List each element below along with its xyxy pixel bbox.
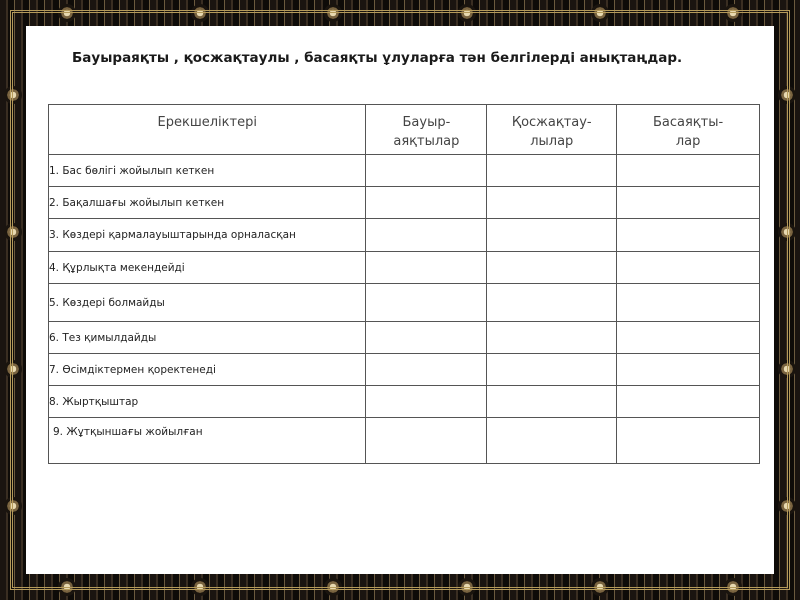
table-row	[49, 418, 760, 464]
cell-gastropods[interactable]	[366, 219, 487, 252]
header-gastropods	[366, 105, 487, 155]
header-cephalopods-line1: Басаяқты-	[652, 115, 724, 130]
row-feature-label: 6. Тез қимылдайды	[49, 322, 366, 354]
table-row	[49, 354, 760, 386]
row-feature-label: 9. Жұтқыншағы жойылған	[49, 418, 366, 464]
row-feature-label: 4. Құрлықта мекендейді	[49, 252, 366, 284]
cell-bivalves[interactable]	[487, 322, 617, 354]
row-feature-label: 7. Өсімдіктермен қоректенеді	[49, 354, 366, 386]
table-row	[49, 252, 760, 284]
cell-gastropods[interactable]	[366, 155, 487, 187]
row-feature-label: 8. Жыртқыштар	[49, 386, 366, 418]
slide-page	[26, 26, 774, 574]
table-row	[49, 187, 760, 219]
cell-gastropods[interactable]	[366, 386, 487, 418]
cell-cephalopods[interactable]	[617, 219, 760, 252]
cell-bivalves[interactable]	[487, 155, 617, 187]
cell-gastropods[interactable]	[366, 187, 487, 219]
header-bivalves-line2: лылар	[530, 134, 574, 149]
cell-bivalves[interactable]	[487, 418, 617, 464]
page-title: Бауыраяқты , қосжақтаулы , басаяқты ұлуларға тән белгілерді анықтаңдар.	[72, 50, 683, 66]
header-gastropods-line2: аяқтылар	[393, 134, 460, 149]
header-cephalopods-line2: лар	[675, 134, 701, 149]
table-row	[49, 386, 760, 418]
cell-cephalopods[interactable]	[617, 418, 760, 464]
cell-bivalves[interactable]	[487, 187, 617, 219]
cell-gastropods[interactable]	[366, 354, 487, 386]
table-row	[49, 322, 760, 354]
table-header-row	[49, 105, 760, 155]
table-row	[49, 284, 760, 322]
cell-gastropods[interactable]	[366, 252, 487, 284]
header-bivalves-line1: Қосжақтау-	[511, 115, 592, 130]
table-row	[49, 219, 760, 252]
header-features-label: Ерекшеліктері	[157, 115, 257, 130]
cell-cephalopods[interactable]	[617, 252, 760, 284]
cell-bivalves[interactable]	[487, 354, 617, 386]
cell-gastropods[interactable]	[366, 322, 487, 354]
header-bivalves	[487, 105, 617, 155]
cell-gastropods[interactable]	[366, 284, 487, 322]
row-feature-label: 1. Бас бөлігі жойылып кеткен	[49, 155, 366, 187]
row-feature-label: 2. Бақалшағы жойылып кеткен	[49, 187, 366, 219]
cell-gastropods[interactable]	[366, 418, 487, 464]
row-feature-label: 3. Көздері қармалауыштарында орналасқан	[49, 219, 366, 252]
table-row	[49, 155, 760, 187]
cell-cephalopods[interactable]	[617, 322, 760, 354]
header-gastropods-line1: Бауыр-	[402, 115, 451, 130]
cell-bivalves[interactable]	[487, 386, 617, 418]
row-feature-label: 5. Көздері болмайды	[49, 284, 366, 322]
features-table	[48, 104, 760, 464]
cell-cephalopods[interactable]	[617, 284, 760, 322]
cell-cephalopods[interactable]	[617, 354, 760, 386]
cell-bivalves[interactable]	[487, 252, 617, 284]
cell-cephalopods[interactable]	[617, 386, 760, 418]
header-cephalopods	[617, 105, 760, 155]
header-features	[49, 105, 366, 155]
cell-bivalves[interactable]	[487, 219, 617, 252]
cell-cephalopods[interactable]	[617, 187, 760, 219]
cell-cephalopods[interactable]	[617, 155, 760, 187]
cell-bivalves[interactable]	[487, 284, 617, 322]
